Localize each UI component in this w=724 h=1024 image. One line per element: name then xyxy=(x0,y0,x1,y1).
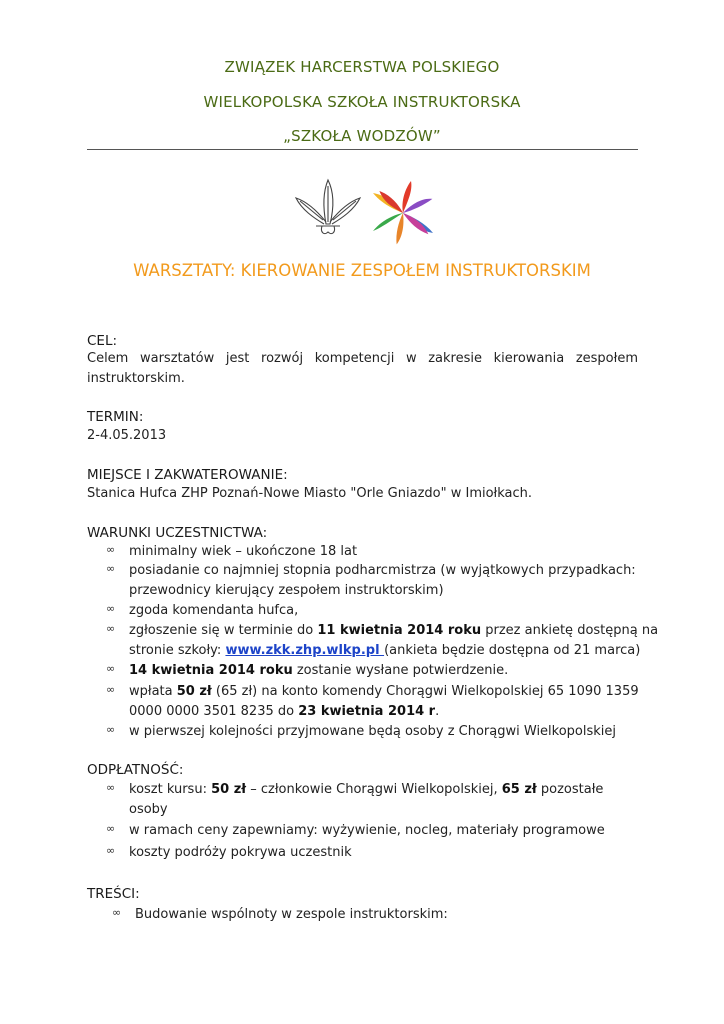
list-item: ∞ koszty podróży pokrywa uczestnik xyxy=(106,844,352,860)
list-item: ∞ 14 kwietnia 2014 roku zostanie wysłane potwierdzenie. xyxy=(106,662,509,678)
bullet-icon: ∞ xyxy=(106,683,116,696)
tresci-heading: TREŚCI: xyxy=(87,886,140,902)
termin-value: 2-4.05.2013 xyxy=(87,428,167,443)
bullet-icon: ∞ xyxy=(112,906,122,919)
cel-text-line1: Celem warsztatów jest rozwój kompetencji w zakresie kierowania zespołem xyxy=(87,351,638,366)
cel-text-line2: instruktorskim. xyxy=(87,371,185,386)
warunki-heading: WARUNKI UCZESTNICTWA: xyxy=(87,525,268,541)
list-item: ∞ w pierwszej kolejności przyjmowane będą osoby z Chorągwi Wielkopolskiej xyxy=(106,723,617,739)
list-item: ∞ zgoda komendanta hufca, xyxy=(106,602,299,618)
list-item: ∞ zgłoszenie się w terminie do 11 kwietnia 2014 roku przez ankietę dostępną na stronie szkoły: www.zkk.zhp.wlkp.pl (ankieta będzie dostępna od 21 marca) xyxy=(106,622,659,658)
list-item: ∞ posiadanie co najmniej stopnia podharcmistrza (w wyjątkowych przypadkach: przewodnicy kierujący zespołem instruktorskim) xyxy=(106,562,636,598)
school-name: WIELKOPOLSKA SZKOŁA INSTRUKTORSKA xyxy=(203,93,521,111)
list-item: ∞ minimalny wiek – ukończone 18 lat xyxy=(106,543,358,559)
miejsce-heading: MIEJSCE I ZAKWATEROWANIE: xyxy=(87,467,288,483)
workshop-title: WARSZTATY: KIEROWANIE ZESPOŁEM INSTRUKTORSKIM xyxy=(133,261,591,280)
termin-heading: TERMIN: xyxy=(87,409,144,425)
bullet-icon: ∞ xyxy=(106,543,116,556)
header-divider xyxy=(87,149,638,150)
org-name: ZWIĄZEK HARCERSTWA POLSKIEGO xyxy=(224,58,500,76)
cel-heading: CEL: xyxy=(87,333,118,349)
school-nickname: „SZKOŁA WODZÓW” xyxy=(283,127,441,145)
odplatnosc-heading: ODPŁATNOŚĆ: xyxy=(87,762,184,778)
logos xyxy=(290,176,440,246)
bullet-icon: ∞ xyxy=(106,844,116,857)
bullet-icon: ∞ xyxy=(106,602,116,615)
colorful-star-logo-icon xyxy=(368,178,438,248)
list-item: ∞ koszt kursu: 50 zł – członkowie Chorągwi Wielkopolskiej, 65 zł pozostałe osoby xyxy=(106,781,604,817)
list-item: ∞ Budowanie wspólnoty w zespole instruktorskim: xyxy=(112,906,448,922)
bullet-icon: ∞ xyxy=(106,723,116,736)
list-item: ∞ wpłata 50 zł (65 zł) na konto komendy Chorągwi Wielkopolskiej 65 1090 1359 0000 0000 3501 8235 do 23 kwietnia 2014 r. xyxy=(106,683,639,719)
bullet-icon: ∞ xyxy=(106,622,116,635)
bullet-icon: ∞ xyxy=(106,781,116,794)
bullet-icon: ∞ xyxy=(106,822,116,835)
miejsce-value: Stanica Hufca ZHP Poznań-Nowe Miasto "Orle Gniazdo" w Imiołkach. xyxy=(87,486,533,501)
list-item: ∞ w ramach ceny zapewniamy: wyżywienie, nocleg, materiały programowe xyxy=(106,822,605,838)
school-website-link[interactable]: www.zkk.zhp.wlkp.pl xyxy=(225,643,385,658)
bullet-icon: ∞ xyxy=(106,562,116,575)
bullet-icon: ∞ xyxy=(106,662,116,675)
